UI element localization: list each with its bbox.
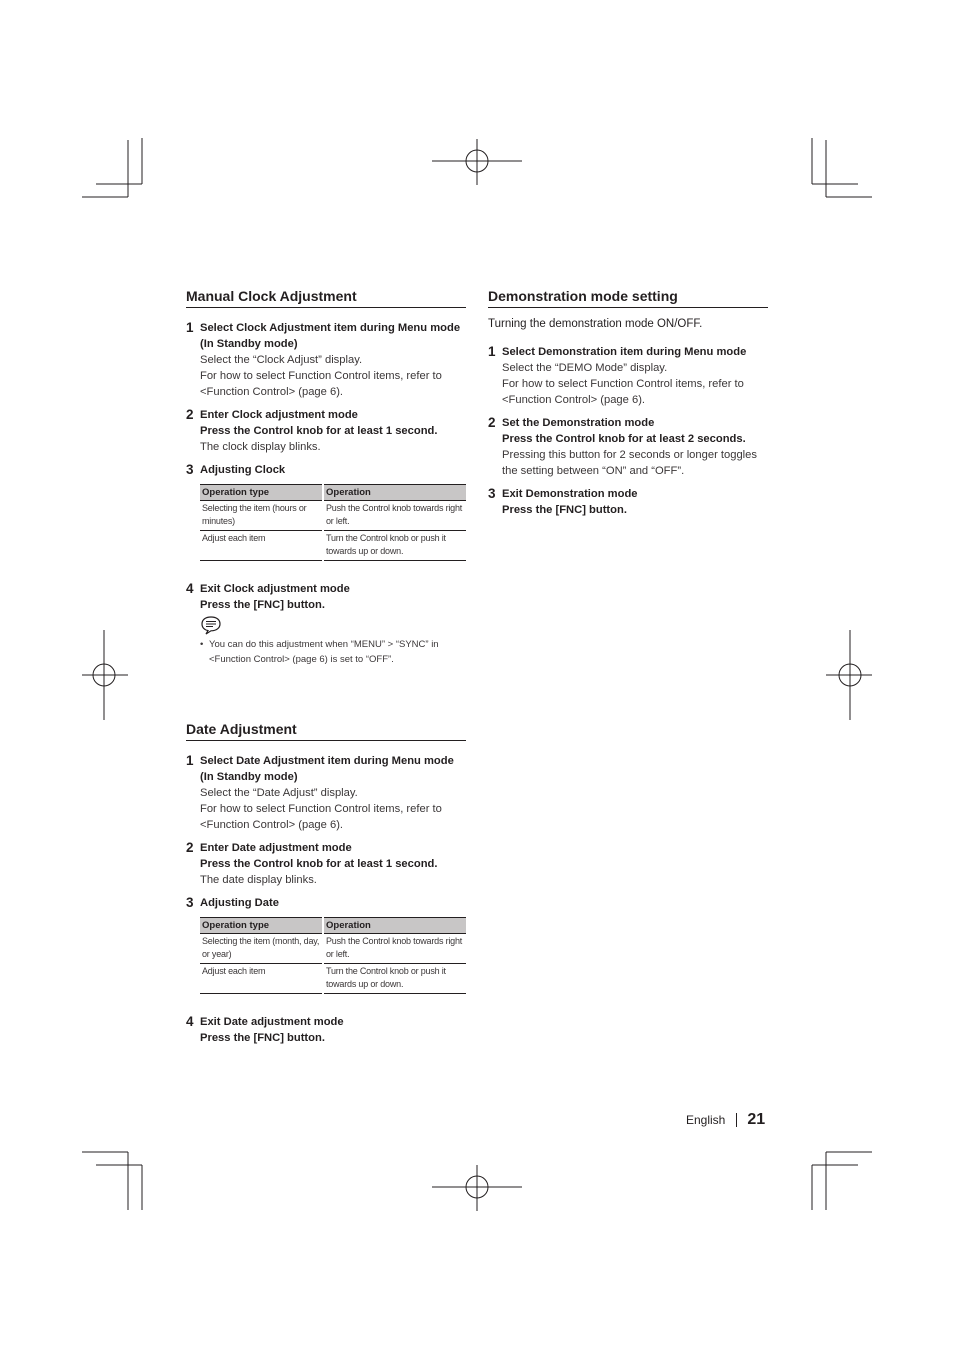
step-item — [186, 581, 466, 667]
step-title: Exit Clock adjustment mode — [200, 583, 350, 595]
step-instruction: Press the Control knob for at least 1 second. — [200, 425, 438, 437]
step-title: Select Clock Adjustment item during Menu mode (In Standby mode) — [200, 322, 461, 350]
section-title: Demonstration mode setting — [488, 287, 768, 308]
step-title: Enter Date adjustment mode — [200, 842, 352, 854]
table-header: Operation — [323, 918, 466, 934]
step-item — [488, 344, 768, 408]
step-number: 2 — [186, 840, 194, 855]
step-instruction: Press the Control knob for at least 2 seconds. — [502, 433, 746, 445]
step-instruction: Press the [FNC] button. — [502, 504, 627, 516]
step-number: 1 — [186, 320, 194, 335]
step-item — [186, 895, 466, 994]
table-header: Operation — [323, 485, 466, 501]
table-cell: Adjust each item — [200, 531, 323, 561]
step-number: 3 — [488, 486, 496, 501]
section-title: Date Adjustment — [186, 720, 466, 741]
step-instruction: Press the Control knob for at least 1 second. — [200, 858, 438, 870]
step-item — [186, 462, 466, 561]
step-item — [186, 753, 466, 833]
step-item — [186, 320, 466, 400]
page-footer — [686, 1110, 765, 1130]
note-text: You can do this adjustment when “MENU” > “SYNC” in <Function Control> (page 6) is set to “OFF”. — [209, 639, 439, 665]
right-column — [488, 287, 768, 525]
step-title: Select Date Adjustment item during Menu mode (In Standby mode) — [200, 755, 454, 783]
step-item — [488, 486, 768, 518]
table-cell: Turn the Control knob or push it towards up or down. — [323, 531, 466, 561]
table-cell: Adjust each item — [200, 964, 323, 994]
step-item — [186, 840, 466, 888]
step-text: Select the “Clock Adjust” display. — [200, 354, 363, 366]
step-title: Set the Demonstration mode — [502, 417, 655, 429]
step-item — [186, 407, 466, 455]
step-number: 4 — [186, 1014, 194, 1029]
step-number: 2 — [488, 415, 496, 430]
step-title: Exit Demonstration mode — [502, 488, 638, 500]
section-intro: Turning the demonstration mode ON/OFF. — [488, 318, 703, 330]
table-header: Operation type — [200, 485, 323, 501]
table-header: Operation type — [200, 918, 323, 934]
demo-section — [488, 287, 768, 518]
bullet: • — [200, 639, 204, 650]
step-text: The clock display blinks. — [200, 441, 321, 453]
step-title: Select Demonstration item during Menu mode — [502, 346, 747, 358]
step-text: The date display blinks. — [200, 874, 317, 886]
step-text: Select the “Date Adjust” display. — [200, 787, 358, 799]
page-number: 21 — [747, 1111, 766, 1128]
note-item — [200, 637, 466, 667]
step-title: Adjusting Date — [200, 897, 279, 909]
step-text: Select the “DEMO Mode” display. — [502, 362, 668, 374]
step-instruction: Press the [FNC] button. — [200, 599, 325, 611]
operation-table — [200, 917, 466, 994]
footer-divider — [736, 1113, 737, 1127]
step-number: 1 — [186, 753, 194, 768]
step-title: Adjusting Clock — [200, 464, 286, 476]
step-item — [488, 415, 768, 479]
left-column — [186, 287, 466, 1053]
step-text: For how to select Function Control items, refer to <Function Control> (page 6). — [502, 378, 744, 406]
operation-table — [200, 484, 466, 561]
table-cell: Turn the Control knob or push it towards up or down. — [323, 964, 466, 994]
table-row — [200, 531, 466, 561]
step-item — [186, 1014, 466, 1046]
step-number: 2 — [186, 407, 194, 422]
table-row — [200, 501, 466, 531]
table-row — [200, 964, 466, 994]
section-title: Manual Clock Adjustment — [186, 287, 466, 308]
step-text: For how to select Function Control items, refer to <Function Control> (page 6). — [200, 370, 442, 398]
table-row — [200, 934, 466, 964]
table-cell: Selecting the item (hours or minutes) — [200, 501, 323, 531]
step-number: 3 — [186, 895, 194, 910]
table-header-row — [200, 918, 466, 934]
step-number: 3 — [186, 462, 194, 477]
step-text: Pressing this button for 2 seconds or longer toggles the setting between “ON” and “OFF”. — [502, 449, 757, 477]
step-title: Exit Date adjustment mode — [200, 1016, 344, 1028]
footer-language: English — [686, 1113, 726, 1127]
manual-clock-section — [186, 287, 466, 667]
note-icon — [200, 615, 222, 635]
date-section — [186, 720, 466, 1046]
step-number: 4 — [186, 581, 194, 596]
step-text: For how to select Function Control items, refer to <Function Control> (page 6). — [200, 803, 442, 831]
step-instruction: Press the [FNC] button. — [200, 1032, 325, 1044]
table-header-row — [200, 485, 466, 501]
table-cell: Push the Control knob towards right or left. — [323, 501, 466, 531]
step-title: Enter Clock adjustment mode — [200, 409, 358, 421]
table-cell: Push the Control knob towards right or left. — [323, 934, 466, 964]
step-number: 1 — [488, 344, 496, 359]
table-cell: Selecting the item (month, day, or year) — [200, 934, 323, 964]
